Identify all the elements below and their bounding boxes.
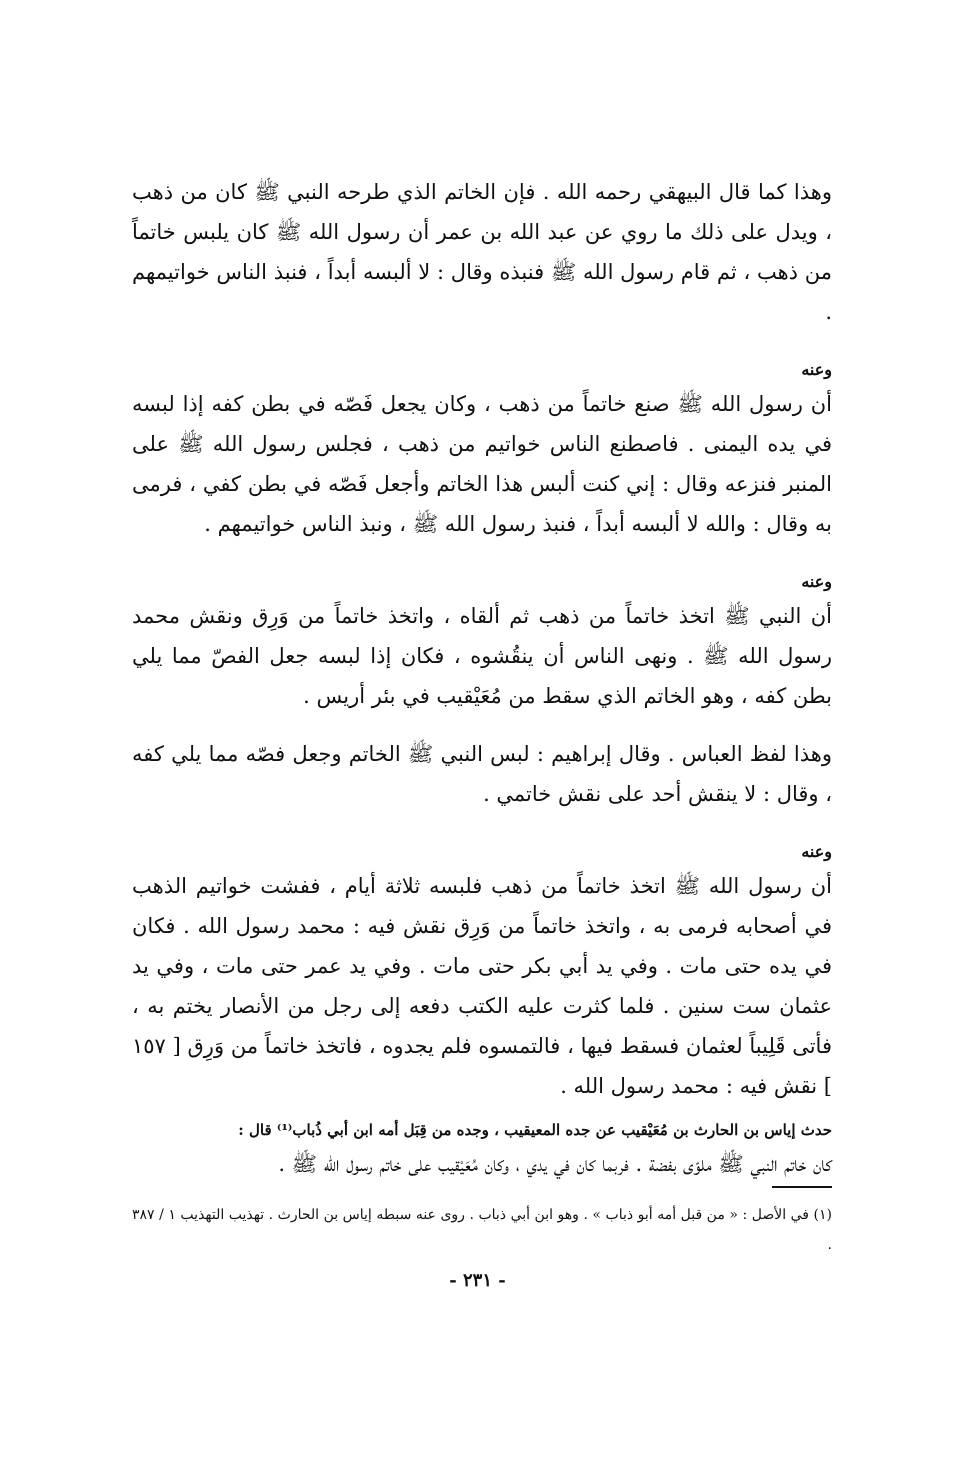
paragraph-3: أن النبي ﷺ اتخذ خاتماً من ذهب ثم ألقاه ، واتخذ خاتماً من وَرِق ونقش محمد رسول الله ﷺ . ونهى الناس أن ينقُشوه ، فكان إذا لبسه جعل الفصّ مما يلي بطن كفه ، وهو الخاتم الذي سقط من مُعَيْقيب في بئر أريس . xyxy=(132,604,832,708)
page-number: - ٢٣١ - xyxy=(449,1270,506,1291)
main-text xyxy=(132,172,832,1184)
paragraph-6: كان خاتم النبي ﷺ ملوّى بفضة . فربما كان في يدي ، وكان مُعَيْقيب على خاتم رسول الله ﷺ . xyxy=(278,1152,832,1176)
paragraph-1: وهذا كما قال البيهقي رحمه الله . فإن الخاتم الذي طرحه النبي ﷺ كان من ذهب ، ويدل على ذلك ما روي عن عبد الله بن عمر أن رسول الله ﷺ كان يلبس خاتماً من ذهب ، ثم قام رسول الله ﷺ فنبذه وقال : لا ألبسه أبداً ، فنبذ الناس خواتيمهم . xyxy=(132,180,832,324)
footnote-divider xyxy=(132,1186,832,1188)
paragraph-2: أن رسول الله ﷺ صنع خاتماً من ذهب ، وكان يجعل فَصّه في بطن كفه إذا لبسه في يده اليمنى . فاصطنع الناس خواتيم من ذهب ، فجلس رسول الله ﷺ على المنبر فنزعه وقال : إني كنت ألبس هذا الخاتم وأجعل فَصّه في بطن كفي ، فرمى به وقال : والله لا ألبسه أبداً ، فنبذ رسول الله ﷺ ، ونبذ الناس خواتيمهم . xyxy=(132,392,832,536)
footnote: (١) في الأصل : « من قبل أمه أبو ذباب » . وهو ابن أبي ذباب . روى عنه سبطه إياس بن الحارث . تهذيب التهذيب ١ / ٣٨٧ . xyxy=(132,1207,832,1253)
section-heading-3: وعنه xyxy=(801,842,832,861)
section-heading-1: وعنه xyxy=(801,360,832,379)
section-heading-2: وعنه xyxy=(801,572,832,591)
paragraph-4: وهذا لفظ العباس . وقال إبراهيم : لبس النبي ﷺ الخاتم وجعل فصّه مما يلي كفه ، وقال : لا ينقش أحد على نقش خاتمي . xyxy=(132,742,832,806)
footnote-rule xyxy=(772,1186,832,1188)
section-heading-4: حدث إياس بن الحارث بن مُعَيْقيب عن جده المعيقيب ، وجده من قِبَل أمه ابن أبي ذُباب⁽¹⁾ قال : xyxy=(238,1121,832,1139)
paragraph-5: أن رسول الله ﷺ اتخذ خاتماً من ذهب فلبسه ثلاثة أيام ، ففشت خواتيم الذهب في أصحابه فرمى به ، واتخذ خاتماً من وَرِق نقش فيه : محمد رسول الله . فكان في يده حتى مات . وفي يد أبي بكر حتى مات . وفي يد عمر حتى مات ، وفي يد عثمان ست سنين . فلما كثرت عليه الكتب دفعه إلى رجل من الأنصار يختم به ، فأتى قَلِيباً لعثمان فسقط فيها ، فالتمسوه فلم يجدوه ، فاتخذ خاتماً من وَرِق [ ١٥٧ ] نقش فيه : محمد رسول الله . xyxy=(132,874,832,1098)
